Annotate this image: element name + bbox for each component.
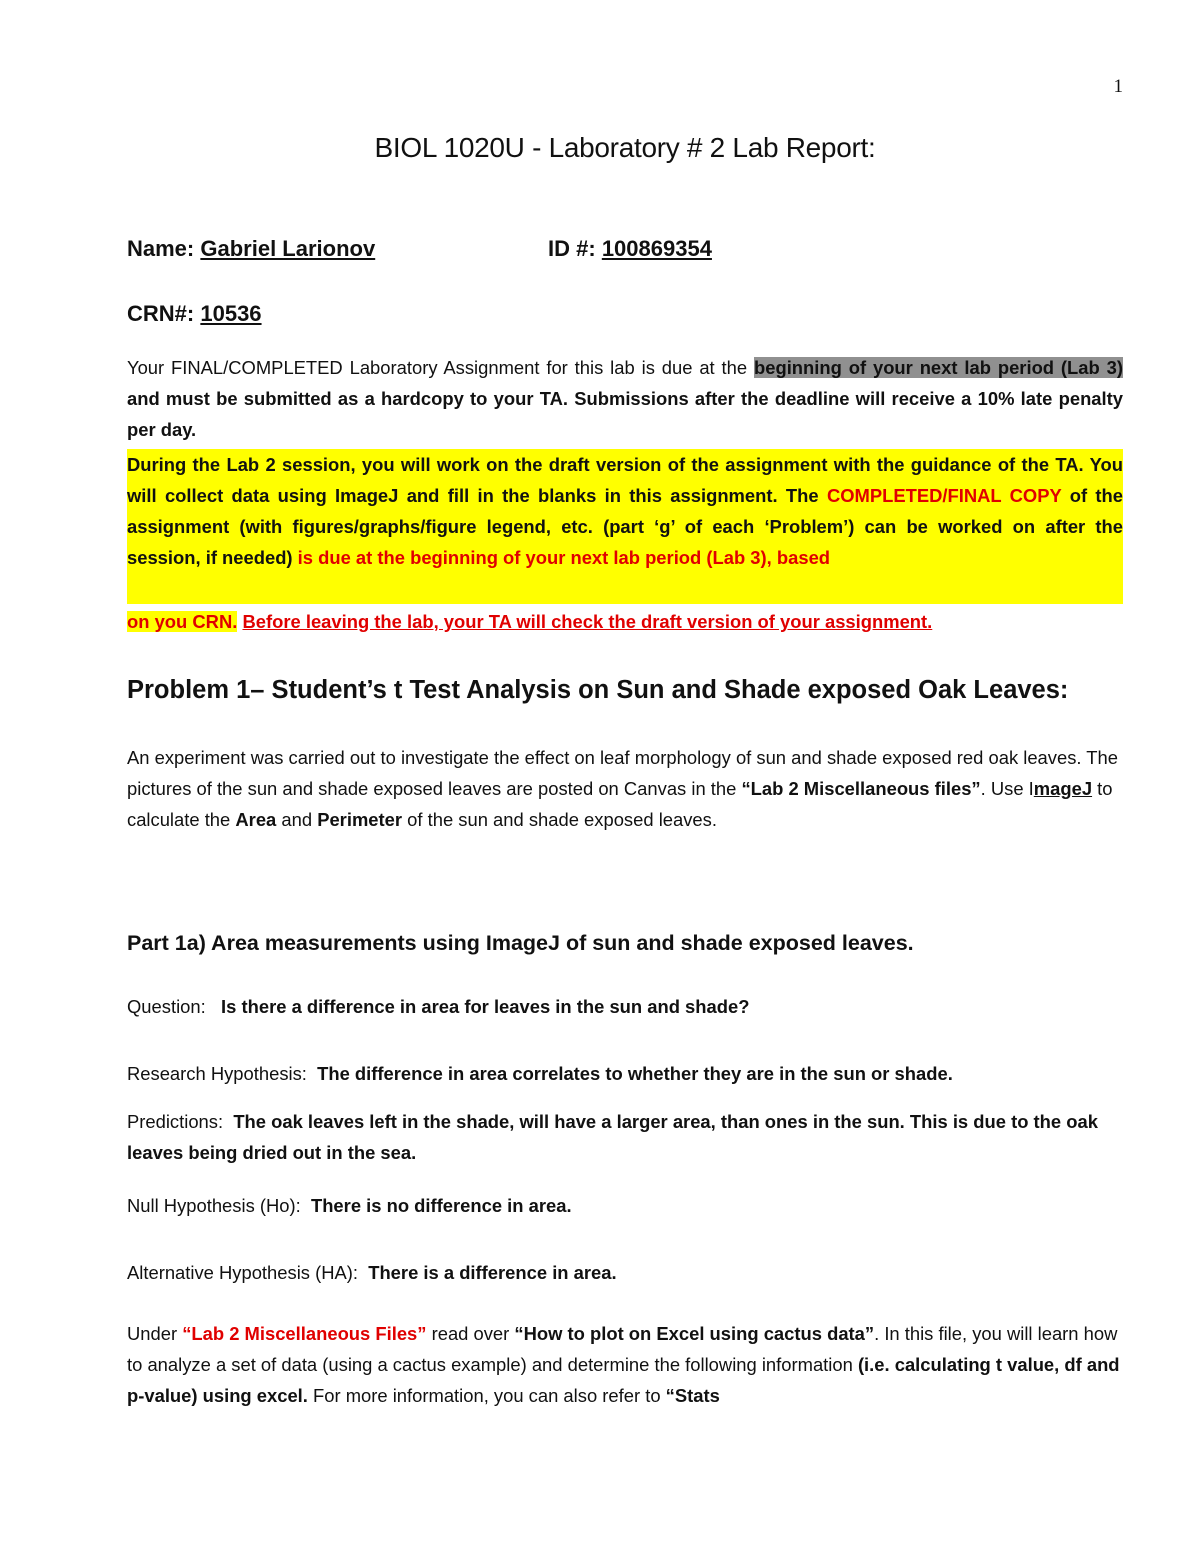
- ta-check-text: Before leaving the lab, your TA will check the draft version of your assignment.: [242, 611, 933, 632]
- id-row: [548, 236, 712, 262]
- id-value: 100869354: [601, 236, 712, 261]
- problem-1-heading: Problem 1– Student’s t Test Analysis on Sun and Shade exposed Oak Leaves:: [127, 676, 1069, 704]
- id-label: ID #:: [548, 236, 596, 261]
- research-hypothesis-label: Research Hypothesis:: [127, 1063, 318, 1084]
- instructions-paragraph: [127, 1318, 1123, 1411]
- lab-session-text-1: During the Lab 2 session, you will work on the draft version of the assignment with the guidance of the TA. You will collect data using ImageJ and fill in the blanks in this assignment. The: [127, 454, 1123, 506]
- name-value: Gabriel Larionov: [200, 236, 376, 261]
- under-text-d: “How to plot on Excel using cactus data”: [514, 1323, 875, 1344]
- research-hypothesis-row: [127, 1063, 1123, 1085]
- final-copy-text: COMPLETED/FINAL COPY: [826, 485, 1062, 506]
- name-label: Name:: [127, 236, 195, 261]
- due-text-2: and must be submitted as a hardcopy to your TA. Submissions after the deadline will receive a 10% late penalty per day.: [127, 388, 1123, 440]
- null-hypothesis-row: [127, 1195, 1123, 1217]
- page-title: BIOL 1020U - Laboratory # 2 Lab Report:: [374, 132, 876, 163]
- crn-note: [127, 606, 1123, 637]
- null-hypothesis-value: There is no difference in area.: [310, 1195, 572, 1216]
- part-1a-heading-text: Part 1a) Area measurements using ImageJ of sun and shade exposed leaves.: [127, 931, 914, 955]
- under-text-b: “Lab 2 Miscellaneous Files”: [182, 1323, 427, 1344]
- under-text-g: For more information, you can also refer to: [307, 1385, 666, 1406]
- under-text-f: (i.e. calculating t value, df and p-value) using excel.: [127, 1354, 1120, 1406]
- under-text-a: Under: [127, 1323, 183, 1344]
- question-label: Question:: [127, 996, 222, 1017]
- crn-note-text: on you CRN.: [127, 611, 238, 632]
- due-paragraph: [127, 352, 1123, 445]
- predictions-value: The oak leaves left in the shade, will have a larger area, than ones in the sun. This is due to the oak leaves being dried out in the sea.: [127, 1111, 1098, 1163]
- question-value: Is there a difference in area for leaves in the sun and shade?: [221, 996, 750, 1017]
- predictions-label: Predictions:: [127, 1111, 234, 1132]
- due-beginning-text: is due at the beginning of your next lab period (Lab 3), based: [292, 547, 831, 568]
- p1-text-e: to calculate the: [127, 778, 1113, 830]
- p1-text-h: Perimeter: [317, 809, 403, 830]
- under-text-e: . In this file, you will learn how to analyze a set of data (using a cactus example) and determine the following information: [127, 1323, 1118, 1375]
- problem-1-description: [127, 742, 1123, 835]
- p1-text-b: “Lab 2 Miscellaneous files”: [741, 778, 981, 799]
- alternative-hypothesis-row: [127, 1262, 1123, 1284]
- p1-text-g: and: [276, 809, 318, 830]
- lab-session-text-2: of the assignment (with figures/graphs/figure legend, etc. (part ‘g’ of each ‘Problem’) can be worked on after the session, if needed): [127, 485, 1123, 568]
- due-text-1: Your FINAL/COMPLETED Laboratory Assignment for this lab is due at the: [127, 357, 754, 378]
- research-hypothesis-value: The difference in area correlates to whether they are in the sun or shade.: [317, 1063, 953, 1084]
- p1-text-c: . Use I: [980, 778, 1034, 799]
- p1-text-f: Area: [235, 809, 277, 830]
- crn-label: CRN#:: [127, 301, 195, 326]
- name-row: [127, 236, 375, 262]
- due-highlight: beginning of your next lab period (Lab 3): [754, 357, 1123, 378]
- lab-session-paragraph: [127, 449, 1123, 604]
- crn-value: 10536: [200, 301, 262, 326]
- page-number: 1: [1113, 76, 1123, 97]
- part-1a-heading: [127, 931, 914, 956]
- crn-row: [127, 301, 262, 327]
- question-row: [127, 996, 1123, 1018]
- p1-text-i: of the sun and shade exposed leaves.: [402, 809, 717, 830]
- under-text-c: read over: [426, 1323, 515, 1344]
- null-hypothesis-label: Null Hypothesis (Ho):: [127, 1195, 311, 1216]
- alternative-hypothesis-label: Alternative Hypothesis (HA):: [127, 1262, 369, 1283]
- p1-text-a: An experiment was carried out to investigate the effect on leaf morphology of sun and shade exposed red oak leaves. The pictures of the sun and shade exposed leaves are posted on Canvas in the: [127, 747, 1118, 799]
- predictions-row: [127, 1106, 1123, 1168]
- alternative-hypothesis-value: There is a difference in area.: [368, 1262, 617, 1283]
- p1-text-d: mageJ: [1033, 778, 1093, 799]
- under-text-h: “Stats: [665, 1385, 720, 1406]
